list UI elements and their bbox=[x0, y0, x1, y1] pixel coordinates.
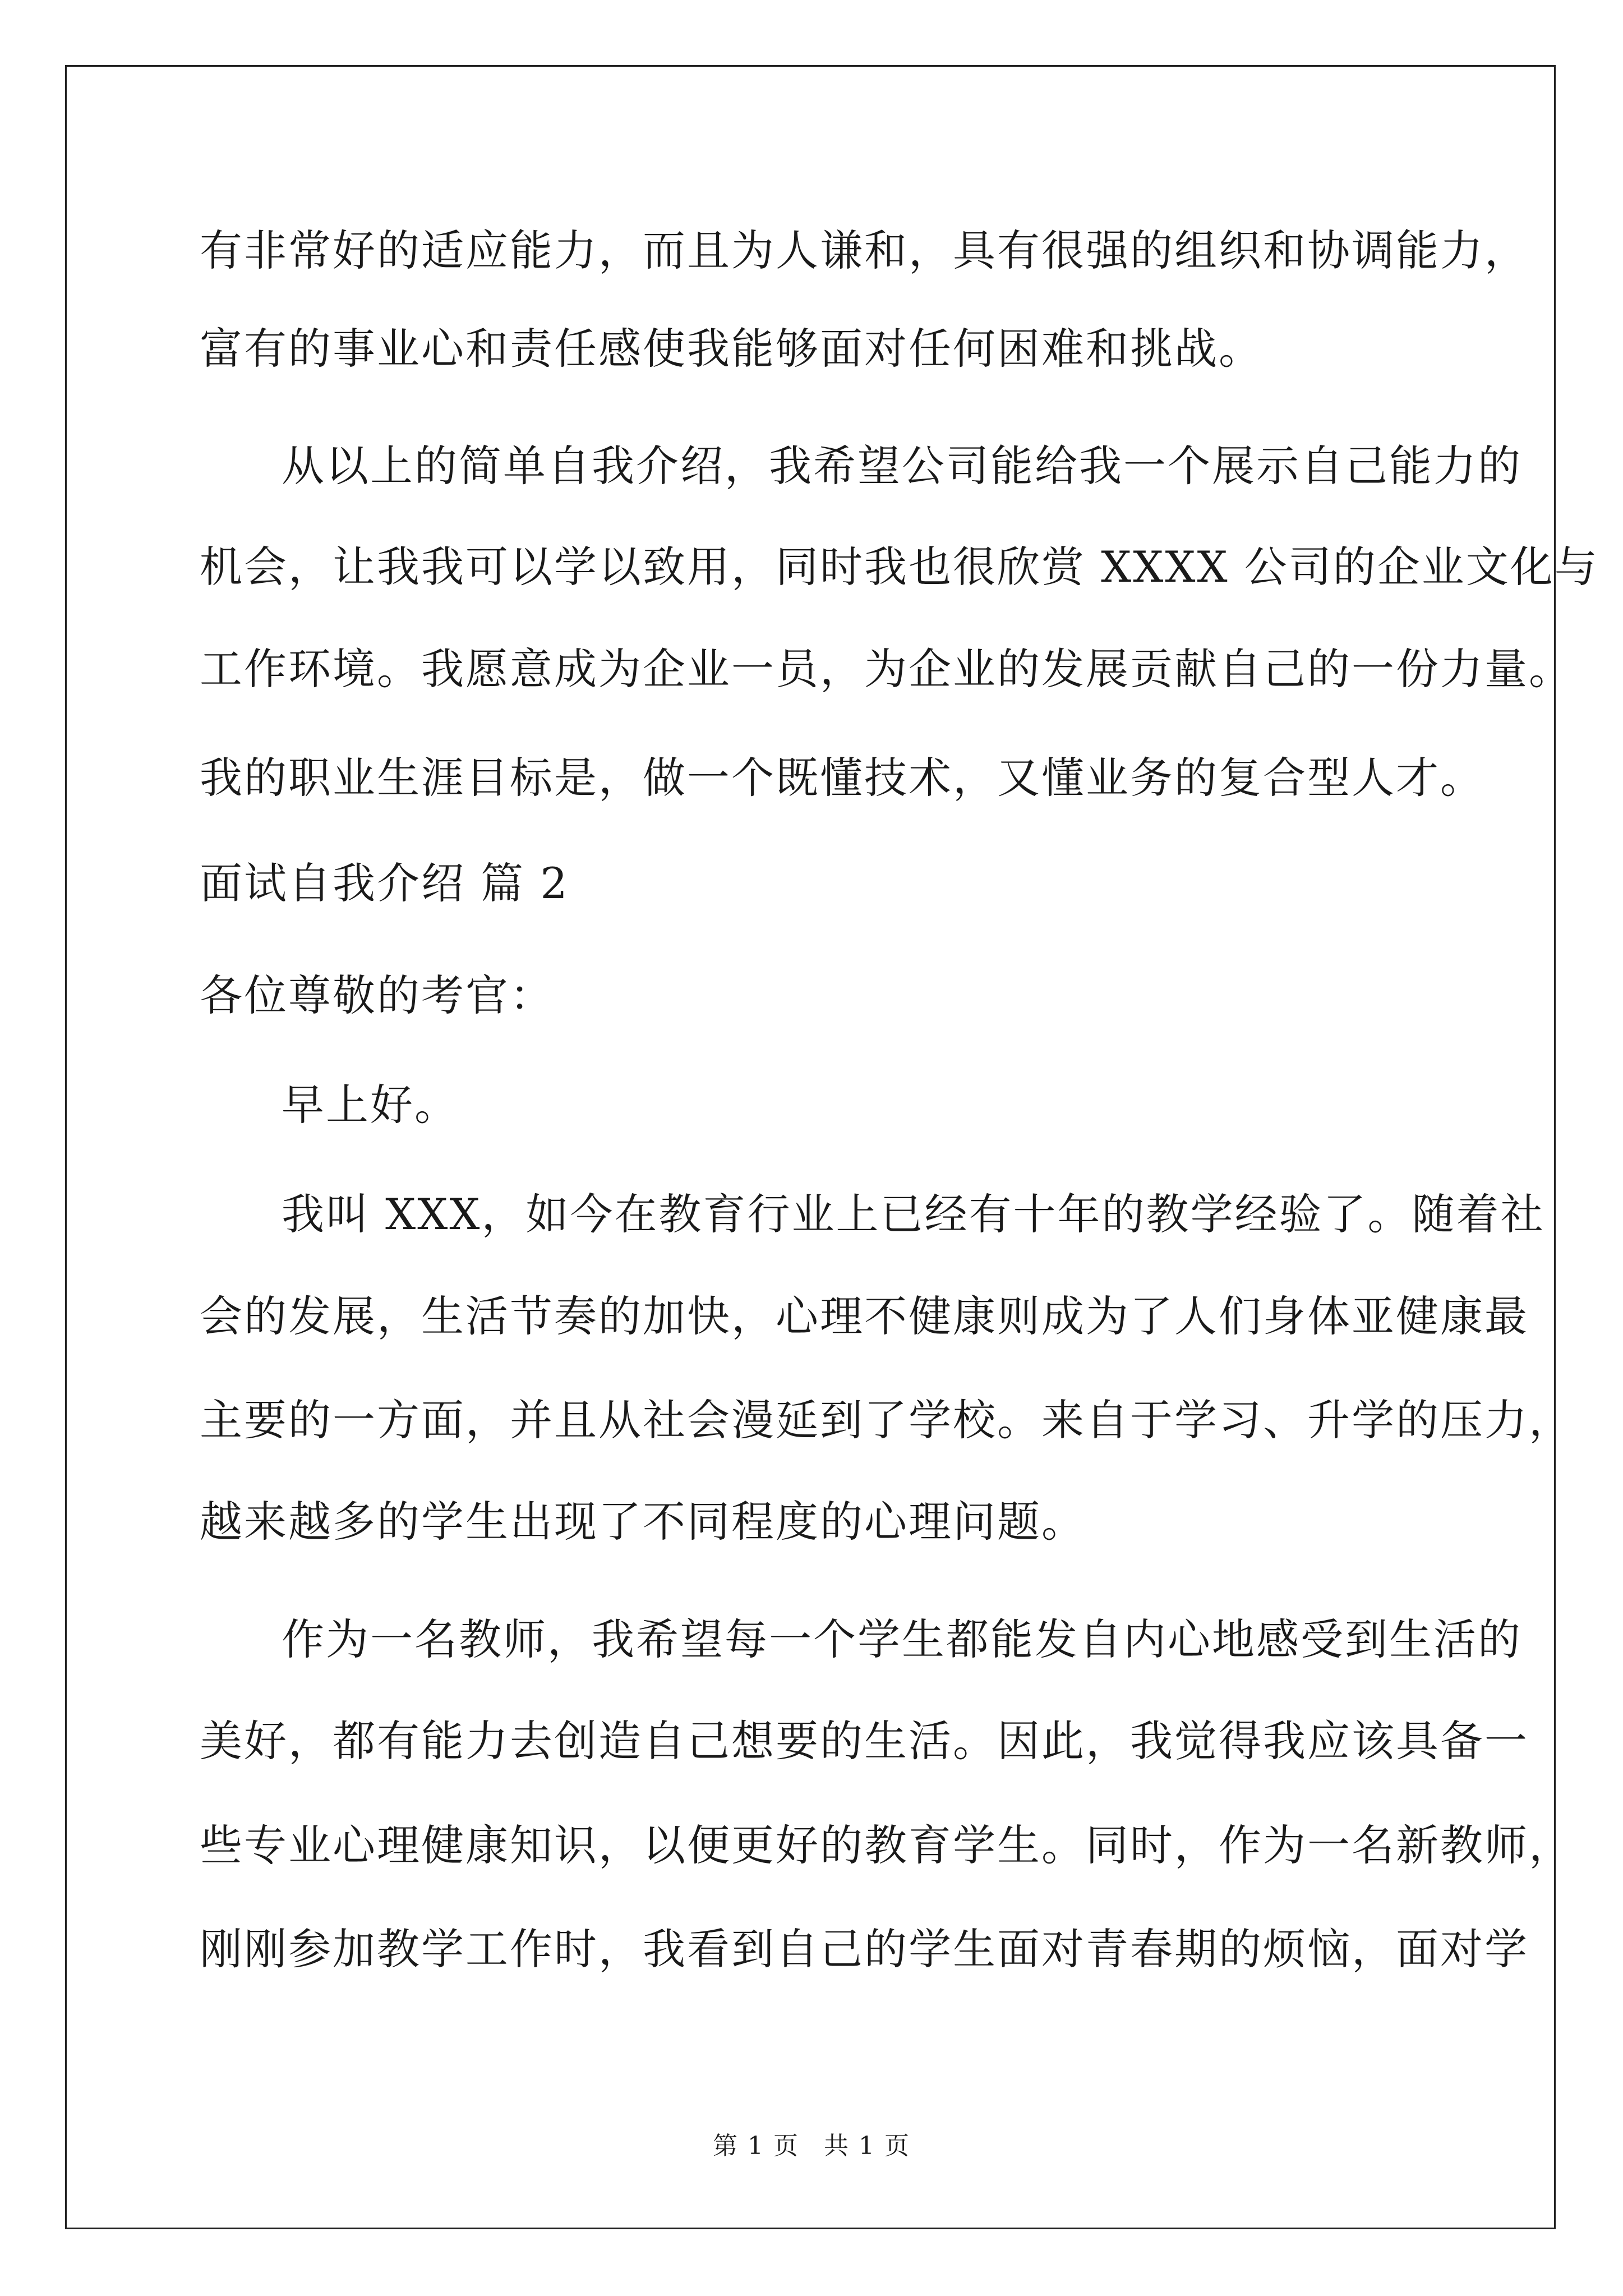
paragraph-line: 作为一名教师，我希望每一个学生都能发自内心地感受到生活的 bbox=[282, 1614, 1522, 1664]
paragraph-line: 些专业心理健康知识，以便更好的教育学生。同时，作为一名新教师， bbox=[200, 1820, 1573, 1870]
page-border bbox=[65, 65, 1556, 2229]
paragraph-line: 会的发展，生活节奏的加快，心理不健康则成为了人们身体亚健康最 bbox=[200, 1291, 1529, 1341]
paragraph-line: 从以上的简单自我介绍，我希望公司能给我一个展示自己能力的 bbox=[282, 441, 1522, 491]
paragraph-line: 主要的一方面，并且从社会漫延到了学校。来自于学习、升学的压力， bbox=[200, 1395, 1573, 1445]
section-heading: 面试自我介绍 篇 2 bbox=[200, 858, 569, 908]
paragraph-line: 工作环境。我愿意成为企业一员，为企业的发展贡献自己的一份力量。 bbox=[200, 644, 1573, 694]
paragraph-line: 越来越多的学生出现了不同程度的心理问题。 bbox=[200, 1497, 1086, 1547]
paragraph-line: 有非常好的适应能力，而且为人谦和，具有很强的组织和协调能力， bbox=[200, 226, 1529, 275]
page-total: 共 1 页 bbox=[824, 2132, 910, 2160]
paragraph-line: 我的职业生涯目标是，做一个既懂技术，又懂业务的复合型人才。 bbox=[200, 753, 1484, 803]
paragraph-line: 富有的事业心和责任感使我能够面对任何困难和挑战。 bbox=[200, 324, 1263, 374]
page-footer bbox=[0, 2132, 1623, 2161]
paragraph-line: 刚刚参加教学工作时，我看到自己的学生面对青春期的烦恼，面对学 bbox=[200, 1924, 1529, 1974]
paragraph-line: 美好，都有能力去创造自己想要的生活。因此，我觉得我应该具备一 bbox=[200, 1716, 1529, 1766]
greeting: 早上好。 bbox=[282, 1080, 459, 1130]
page-number: 第 1 页 bbox=[713, 2132, 799, 2160]
salutation: 各位尊敬的考官： bbox=[200, 970, 554, 1020]
paragraph-line: 机会，让我我可以学以致用，同时我也很欣赏 XXXX 公司的企业文化与 bbox=[200, 542, 1599, 592]
paragraph-line: 我叫 XXX，如今在教育行业上已经有十年的教学经验了。随着社 bbox=[282, 1189, 1545, 1239]
